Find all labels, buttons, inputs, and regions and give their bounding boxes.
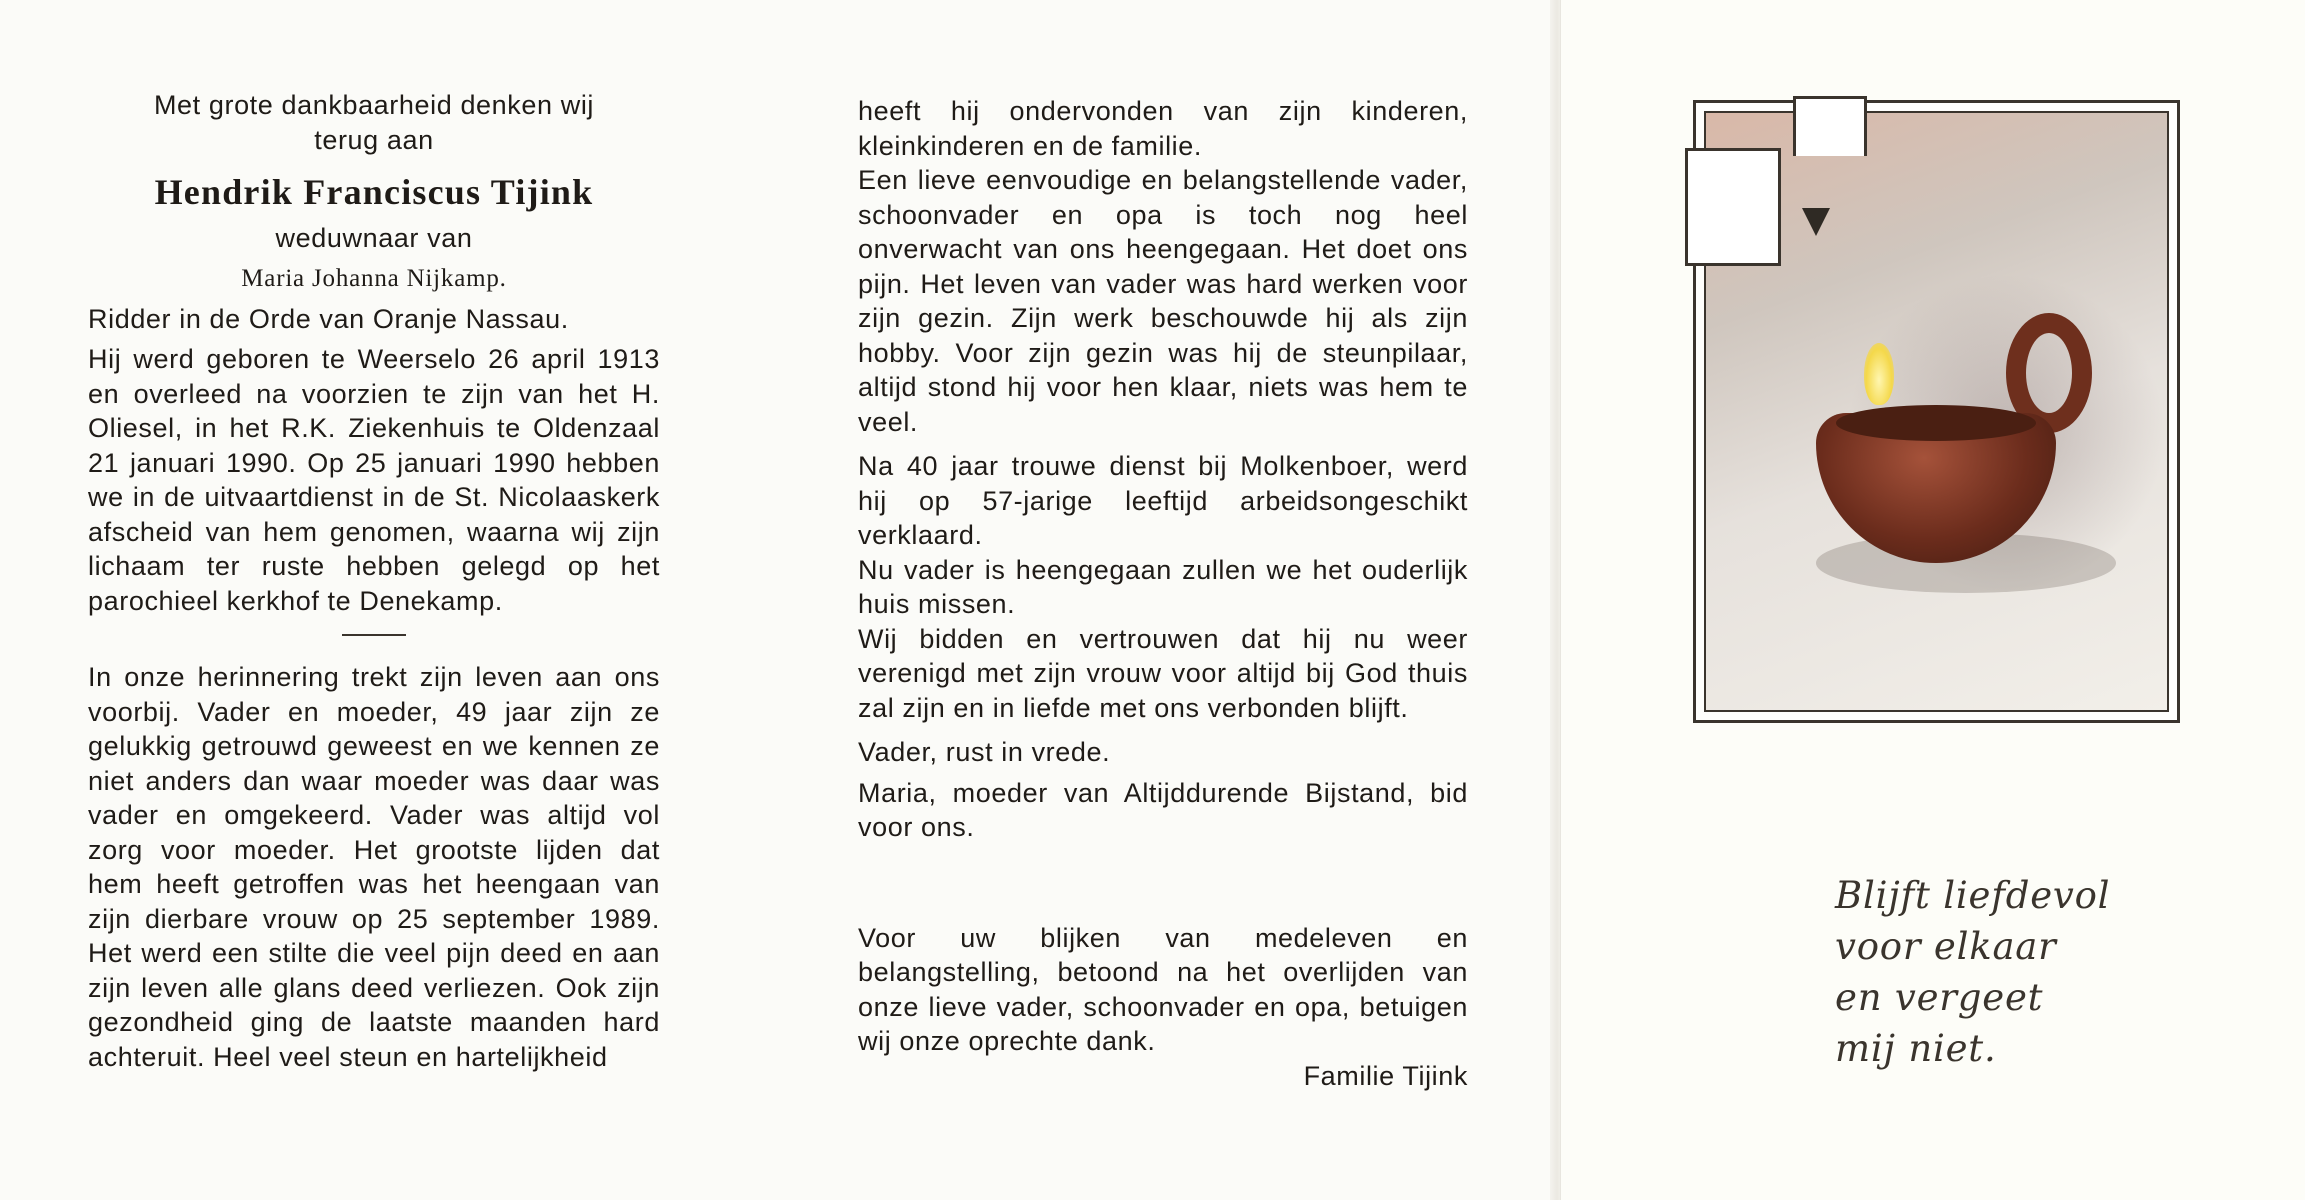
- middle-paragraph-4: Nu vader is heengegaan zullen we het ouderlijk huis missen.: [858, 554, 1468, 619]
- cross-top-icon: [1793, 96, 1867, 156]
- verse-line: en vergeet: [1835, 976, 2044, 1019]
- memorial-verse: [1835, 870, 2195, 1074]
- honor-text: Ridder in de Orde van Oranje Nassau.: [88, 303, 569, 334]
- middle-paragraph-6: Vader, rust in vrede.: [858, 737, 1111, 767]
- relation-text: weduwnaar van: [275, 223, 473, 253]
- left-text-column: [88, 88, 660, 1074]
- verse-line: mij niet.: [1835, 1027, 1997, 1070]
- thanks-text: Voor uw blijken van medeleven en belangstelling, betoond na het overlijden van onze lieve vader, schoonvader en opa, betuigen wij onze oprechte dank.: [858, 922, 1468, 1056]
- flame-icon: [1864, 343, 1894, 405]
- wedge-icon: [1802, 208, 1830, 236]
- lamp-rim: [1836, 405, 2036, 441]
- middle-text-column: [858, 94, 1468, 1093]
- verse-line: voor elkaar: [1835, 925, 2057, 968]
- section-divider: [342, 634, 406, 636]
- biography-text: Hij werd geboren te Weerselo 26 april 1913 en overleed na voorzien te zijn van het H. Oliesel, in het R.K. Ziekenhuis te Oldenzaal 21 januari 1990. Op 25 januari 1990 hebben we in de uitvaartdienst in de St. Nicolaaskerk afscheid van hem genomen, waarna wij zijn lichaam ter ruste hebben gelegd op het parochieel kerkhof te Denekamp.: [88, 344, 660, 616]
- middle-paragraph-7: Maria, moeder van Altijddurende Bijstand, bid voor ons.: [858, 777, 1468, 842]
- middle-paragraph-3: Na 40 jaar trouwe dienst bij Molkenboer, werd hij op 57-jarige leeftijd arbeidsongeschikt verklaard.: [858, 451, 1468, 550]
- spacer: [858, 845, 1468, 921]
- middle-paragraph-1: heeft hij ondervonden van zijn kinderen, kleinkinderen en de familie.: [858, 96, 1468, 161]
- middle-paragraph-5: Wij bidden en vertrouwen dat hij nu weer verenigd met zijn vrouw voor altijd bij God thuis zal zijn en in liefde met ons verbonden blijft.: [858, 623, 1468, 723]
- deceased-name: Hendrik Franciscus Tijink: [154, 172, 594, 212]
- spouse-name: Maria Johanna Nijkamp.: [241, 264, 507, 292]
- middle-paragraph-2: Een lieve eenvoudige en belangstellende vader, schoonvader en opa is toch nog heel onverwacht van ons heengegaan. Het doet ons pijn. Het leven van vader was hard werken voor zijn gezin. Zijn werk beschouwde hij als zijn hobby. Voor zijn gezin was hij de steunpilaar, altijd stond hij voor hen klaar, niets was hem te veel.: [858, 165, 1468, 437]
- intro-text: Met grote dankbaarheid denken wij terug aan: [153, 90, 595, 155]
- cross-arm-icon: [1685, 148, 1781, 266]
- memory-text: In onze herinnering trekt zijn leven aan ons voorbij. Vader en moeder, 49 jaar zijn ze gelukkig getrouwd geweest en we kennen ze niet anders dan waar moeder was daar was vader en omgekeerd. Vader was altijd vol zorg voor moeder. Het grootste lijden dat hem heeft getroffen was het heengaan van zijn dierbare vrouw op 25 september 1989. Het werd een stilte die veel pijn deed en aan zijn leven alle glans deed verliezen. Ook zijn gezondheid ging de laatste maanden hard achteruit. Heel veel steun en hartelijkheid: [88, 662, 660, 1072]
- family-signature: Familie Tijink: [1303, 1060, 1468, 1091]
- verse-line: Blijft liefdevol: [1835, 874, 2111, 917]
